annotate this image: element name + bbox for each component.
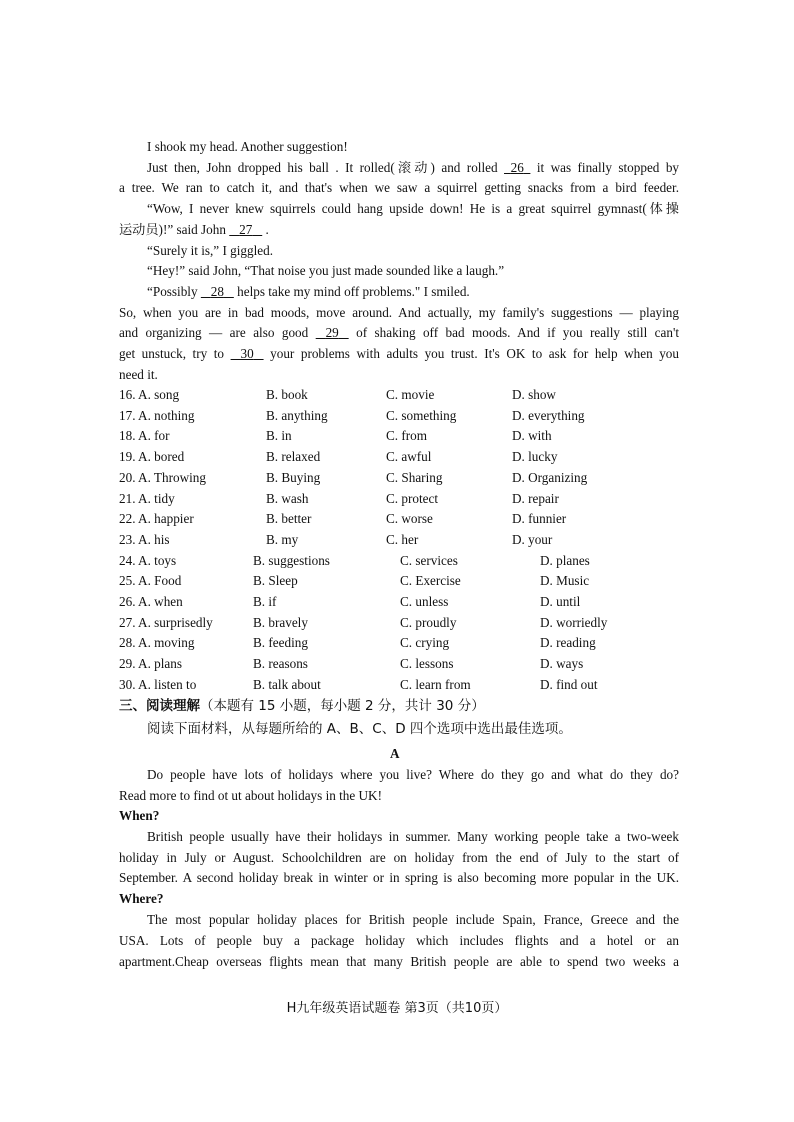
section-title: 三、阅读理解 — [119, 698, 200, 714]
option-c: C. from — [386, 428, 428, 443]
cloze-line — [119, 345, 679, 362]
option-b: B. reasons — [253, 656, 308, 671]
option-b: B. feeding — [253, 635, 308, 650]
option-row — [119, 531, 679, 548]
cloze-text: . — [265, 222, 269, 237]
option-d: D. funnier — [512, 511, 567, 526]
option-d: D. with — [512, 428, 552, 443]
cloze-line: “Wow, I never knew squirrels could hang upside down! He is a great squirrel gymnast(体操 — [147, 201, 679, 216]
option-c: C. unless — [400, 594, 449, 609]
subheading-when: When? — [119, 808, 160, 823]
option-d: D. your — [512, 532, 553, 547]
option-a: 17. A. nothing — [119, 408, 195, 423]
option-d: D. repair — [512, 491, 559, 506]
option-d: D. Organizing — [512, 470, 588, 485]
option-row — [119, 572, 679, 589]
cloze-text: of shaking off bad moods. And if you really still can't — [356, 325, 680, 340]
cloze-line — [119, 324, 679, 341]
passage-line: USA. Lots of people buy a package holiday which includes flights and a hotel or an — [119, 933, 679, 948]
option-c: C. lessons — [400, 656, 454, 671]
cloze-line — [119, 221, 679, 238]
passage-line: The most popular holiday places for British people include Spain, France, Greece and the — [147, 912, 679, 927]
passage-label: A — [390, 746, 400, 761]
option-b: B. wash — [266, 491, 309, 506]
cloze-line: So, when you are in bad moods, move around. And actually, my family's suggestions — playing — [119, 305, 679, 320]
cloze-line — [147, 159, 679, 176]
option-b: B. bravely — [253, 615, 308, 630]
option-a: 18. A. for — [119, 428, 170, 443]
option-a: 28. A. moving — [119, 635, 195, 650]
passage-line: Read more to find ot ut about holidays in the UK! — [119, 788, 382, 803]
option-d: D. show — [512, 387, 556, 402]
passage-line: holiday in July or August. Schoolchildren are on holiday from the end of July to the start of — [119, 850, 679, 865]
option-c: C. proudly — [400, 615, 457, 630]
blank-28: 28 — [210, 284, 224, 299]
option-b: B. my — [266, 532, 299, 547]
cloze-line: “Surely it is,” I giggled. — [147, 243, 273, 258]
section-heading — [119, 697, 485, 715]
option-a: 27. A. surprisedly — [119, 615, 213, 630]
option-row — [119, 407, 679, 424]
cloze-text: and organizing — are also good — [119, 325, 309, 340]
cloze-text: it was finally stopped by — [536, 160, 680, 175]
option-a: 16. A. song — [119, 387, 180, 402]
cloze-line: “Hey!” said John, “That noise you just made sounded like a laugh.” — [147, 263, 505, 278]
subheading-where: Where? — [119, 891, 164, 906]
option-c: C. Sharing — [386, 470, 443, 485]
option-c: C. services — [400, 553, 458, 568]
page-footer: H九年级英语试题卷 第3页（共10页） — [286, 1001, 508, 1016]
option-b: B. talk about — [253, 677, 321, 692]
option-row — [119, 676, 679, 693]
passage-line: apartment.Cheap overseas flights mean that many British people are able to spend two weeks a — [119, 954, 679, 969]
cloze-text: helps take my mind off problems." I smiled. — [237, 284, 470, 299]
cloze-text: your problems with adults you trust. It's OK to ask for help when you — [270, 346, 679, 361]
option-c: C. awful — [386, 449, 432, 464]
option-row — [119, 427, 679, 444]
option-row — [119, 510, 679, 527]
option-d: D. planes — [540, 553, 590, 568]
cloze-line: a tree. We ran to catch it, and that's when we saw a squirrel getting snacks from a bird feeder. — [119, 180, 679, 195]
passage-line: British people usually have their holidays in summer. Many working people take a two-week — [147, 829, 679, 844]
option-row — [119, 593, 679, 610]
option-b: B. relaxed — [266, 449, 321, 464]
option-d: D. worriedly — [540, 615, 608, 630]
option-c: C. something — [386, 408, 457, 423]
option-a: 19. A. bored — [119, 449, 185, 464]
option-d: D. find out — [540, 677, 598, 692]
option-a: 21. A. tidy — [119, 491, 175, 506]
option-b: B. suggestions — [253, 553, 330, 568]
option-row — [119, 655, 679, 672]
option-b: B. Sleep — [253, 573, 298, 588]
option-c: C. learn from — [400, 677, 471, 692]
option-c: C. protect — [386, 491, 439, 506]
option-d: D. until — [540, 594, 581, 609]
option-d: D. lucky — [512, 449, 558, 464]
passage-line: September. A second holiday break in winter or in spring is also becoming more popular in the UK. — [119, 870, 679, 885]
blank-29: 29 — [325, 325, 339, 340]
option-b: B. in — [266, 428, 292, 443]
blank-30: 30 — [240, 346, 254, 361]
option-row — [119, 634, 679, 651]
option-b: B. Buying — [266, 470, 321, 485]
option-row — [119, 448, 679, 465]
cloze-text: “Possibly — [147, 284, 198, 299]
blank-26: 26 — [510, 160, 524, 175]
option-a: 23. A. his — [119, 532, 170, 547]
option-c: C. crying — [400, 635, 450, 650]
option-a: 25. A. Food — [119, 573, 182, 588]
option-a: 20. A. Throwing — [119, 470, 206, 485]
option-b: B. anything — [266, 408, 328, 423]
option-c: C. her — [386, 532, 419, 547]
option-d: D. ways — [540, 656, 584, 671]
passage-line: Do people have lots of holidays where you live? Where do they go and what do they do? — [147, 767, 679, 782]
option-a: 26. A. when — [119, 594, 183, 609]
option-row — [119, 552, 679, 569]
option-a: 24. A. toys — [119, 553, 177, 568]
option-d: D. reading — [540, 635, 596, 650]
cloze-line — [147, 283, 679, 300]
cloze-text: Just then, John dropped his ball . It rolled(滚动) and rolled — [147, 160, 498, 175]
blank-27: 27 — [239, 222, 253, 237]
section-instruction: 阅读下面材料，从每题所给的 A、B、C、D 四个选项中选出最佳选项。 — [147, 721, 572, 737]
option-d: D. Music — [540, 573, 590, 588]
option-a: 29. A. plans — [119, 656, 183, 671]
option-a: 22. A. happier — [119, 511, 194, 526]
option-b: B. book — [266, 387, 308, 402]
cloze-line: I shook my head. Another suggestion! — [147, 139, 348, 154]
option-c: C. movie — [386, 387, 435, 402]
cloze-line: need it. — [119, 367, 158, 382]
option-a: 30. A. listen to — [119, 677, 197, 692]
cloze-text: get unstuck, try to — [119, 346, 225, 361]
option-row — [119, 490, 679, 507]
section-note: （本题有 15 小题，每小题 2 分，共计 30 分） — [200, 698, 485, 714]
option-row — [119, 386, 679, 403]
option-c: C. worse — [386, 511, 433, 526]
cloze-text: 运动员)!” said John — [119, 222, 226, 237]
option-row — [119, 469, 679, 486]
option-row — [119, 614, 679, 631]
option-d: D. everything — [512, 408, 585, 423]
option-b: B. better — [266, 511, 312, 526]
option-b: B. if — [253, 594, 277, 609]
option-c: C. Exercise — [400, 573, 461, 588]
